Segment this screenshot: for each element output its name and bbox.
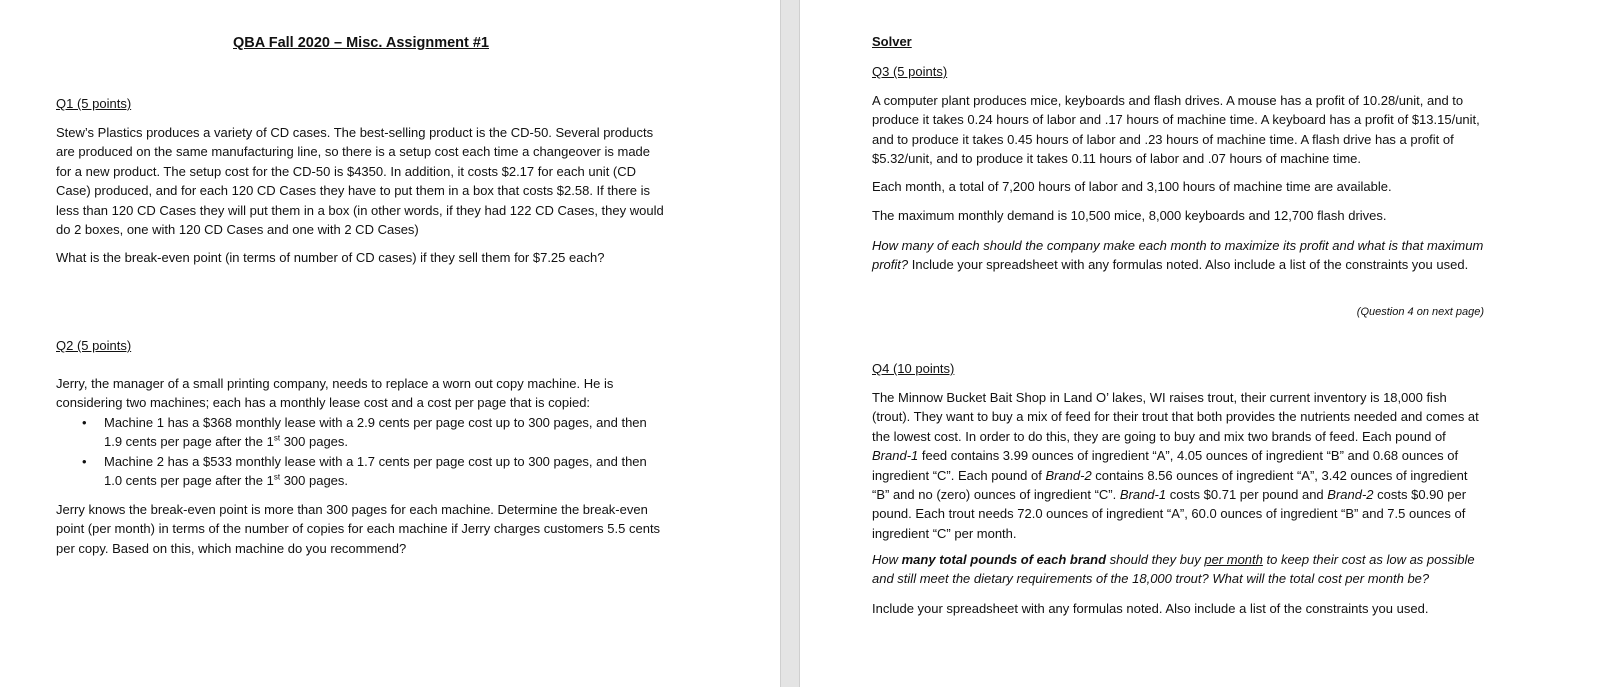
bullet-text-end: 300 pages. (280, 473, 349, 489)
q4-question-a: How (872, 552, 902, 567)
bullet-icon: • (82, 415, 87, 430)
q3-question-rest: Include your spreadsheet with any formulas noted. Also include a list of the constraints you used. (908, 257, 1469, 273)
q3-paragraph-1: A computer plant produces mice, keyboards and flash drives. A mouse has a profit of 10.28/unit, and to produce it takes 0.24 hours of labor and .17 hours of machine time. A keyboard has a profit of $13.15/unit, and to produce it takes 0.45 hours of labor and .23 hours of machine time. A flash drive has a profit of $5.32/unit, and to produce it takes 0.11 hours of labor and .07 hours of machine time. (872, 93, 1480, 167)
q4-heading: Q4 (10 points) (872, 361, 955, 376)
right-page (800, 0, 1599, 687)
q1-body: Stew’s Plastics produces a variety of CD cases. The best-selling product is the CD-50. Several products are produced on the same manufacturing line, so there is a setup cost each time a changeover is made for a new product. The setup cost for the CD-50 is $4350. In addition, it costs $2.17 for each unit (CD Case) produced, and for each 120 CD Cases they have to put them in a box that costs $2.58. If there is less than 120 CD Cases they will put them in a box (in other words, if they had 122 CD Cases, they would do 2 boxes, one with 120 CD Cases and one with 2 CD Cases) (56, 125, 664, 238)
bullet-icon: • (82, 453, 87, 469)
brand-1-label: Brand-1 (1119, 487, 1167, 503)
q4-text-e: costs $0.90 per pound. Each trout needs 72.0 ounces of ingredient “A”, 60.0 ounces of ingredient “B” and 7.5 ounces of ingredient “C” per month. (872, 487, 1467, 541)
brand-2-label: Brand-2 (1045, 467, 1092, 483)
section-title: Solver (872, 34, 912, 49)
q4-question (872, 550, 1487, 589)
document-title: QBA Fall 2020 – Misc. Assignment #1 (233, 35, 489, 51)
q4-question-emphasis: many total pounds of each brand (901, 552, 1107, 567)
brand-1-label: Brand-1 (872, 448, 919, 464)
q3-paragraph-3: The maximum monthly demand is 10,500 mice, 8,000 keyboards and 12,700 flash drives. (872, 208, 1387, 223)
q4-question-underlined: per month (1204, 552, 1263, 567)
left-page (0, 0, 780, 687)
ordinal-suffix: st (273, 472, 281, 482)
bullet-text: Machine 1 has a $368 monthly lease with a 2.9 cents per page cost up to 300 pages, and then 1.9 cents per page after the 1 (104, 415, 647, 450)
q4-text-c: contains 8.56 ounces of ingredient “A”, 3.42 ounces of ingredient “B” and no (zero) ounces of ingredient “C”. (872, 467, 1468, 503)
q1-heading: Q1 (5 points) (56, 96, 132, 111)
q2-intro: Jerry, the manager of a small printing company, needs to replace a worn out copy machine. He is considering two machines; each has a monthly lease cost and a cost per page that is copied: (56, 376, 614, 411)
next-page-note: (Question 4 on next page) (1356, 306, 1484, 318)
bullet-text: Machine 2 has a $533 monthly lease with a 1.7 cents per page cost up to 300 pages, and then 1.0 cents per page after the 1 (104, 453, 647, 489)
bullet-text-end: 300 pages. (280, 434, 349, 450)
q4-text-b: feed contains 3.99 ounces of ingredient “A”, 4.05 ounces of ingredient “B” and 0.68 ounces of ingredient “C”. Each pound of (872, 448, 1459, 483)
q2-bullet-list (56, 413, 668, 491)
q4-closing: Include your spreadsheet with any formulas noted. Also include a list of the constraints you used. (872, 601, 1429, 616)
q3-question-italic: How many of each should the company make each month to maximize its profit and what is that maximum profit? (872, 238, 1484, 273)
bullet-item-machine-1 (56, 413, 668, 452)
bullet-item-machine-2 (56, 452, 668, 491)
q2-heading: Q2 (5 points) (56, 338, 132, 353)
q3-heading: Q3 (5 points) (872, 64, 948, 79)
q4-text-d: costs $0.71 per pound and (1166, 487, 1328, 503)
q1-question: What is the break-even point (in terms of number of CD cases) if they sell them for $7.25 each? (56, 250, 605, 265)
q2-closing: Jerry knows the break-even point is more than 300 pages for each machine. Determine the break-even point (per month) in terms of the number of copies for each machine if Jerry charges customers 5.5 cents per copy. Based on this, which machine do you recommend? (56, 502, 661, 556)
q4-question-e: to keep their cost as low as possible and still meet the dietary requirements of the 18,000 trout? What will the total cost per month be? (872, 552, 1475, 587)
page-gutter (780, 0, 800, 687)
q4-text-a: The Minnow Bucket Bait Shop in Land O’ lakes, WI raises trout, their current inventory is 18,000 fish (trout). They want to buy a mix of feed for their trout that both provides the nutrients needed and comes at the lowest cost. In order to do this, they are going to buy and mix two brands of feed. Each pound of (872, 390, 1479, 444)
q3-question (872, 236, 1487, 275)
q4-question-c: should they buy (1106, 552, 1205, 567)
q3-paragraph-2: Each month, a total of 7,200 hours of labor and 3,100 hours of machine time are available. (872, 179, 1392, 194)
brand-2-label: Brand-2 (1327, 487, 1374, 503)
ordinal-suffix: st (273, 434, 281, 444)
q4-paragraph-1 (872, 388, 1487, 543)
